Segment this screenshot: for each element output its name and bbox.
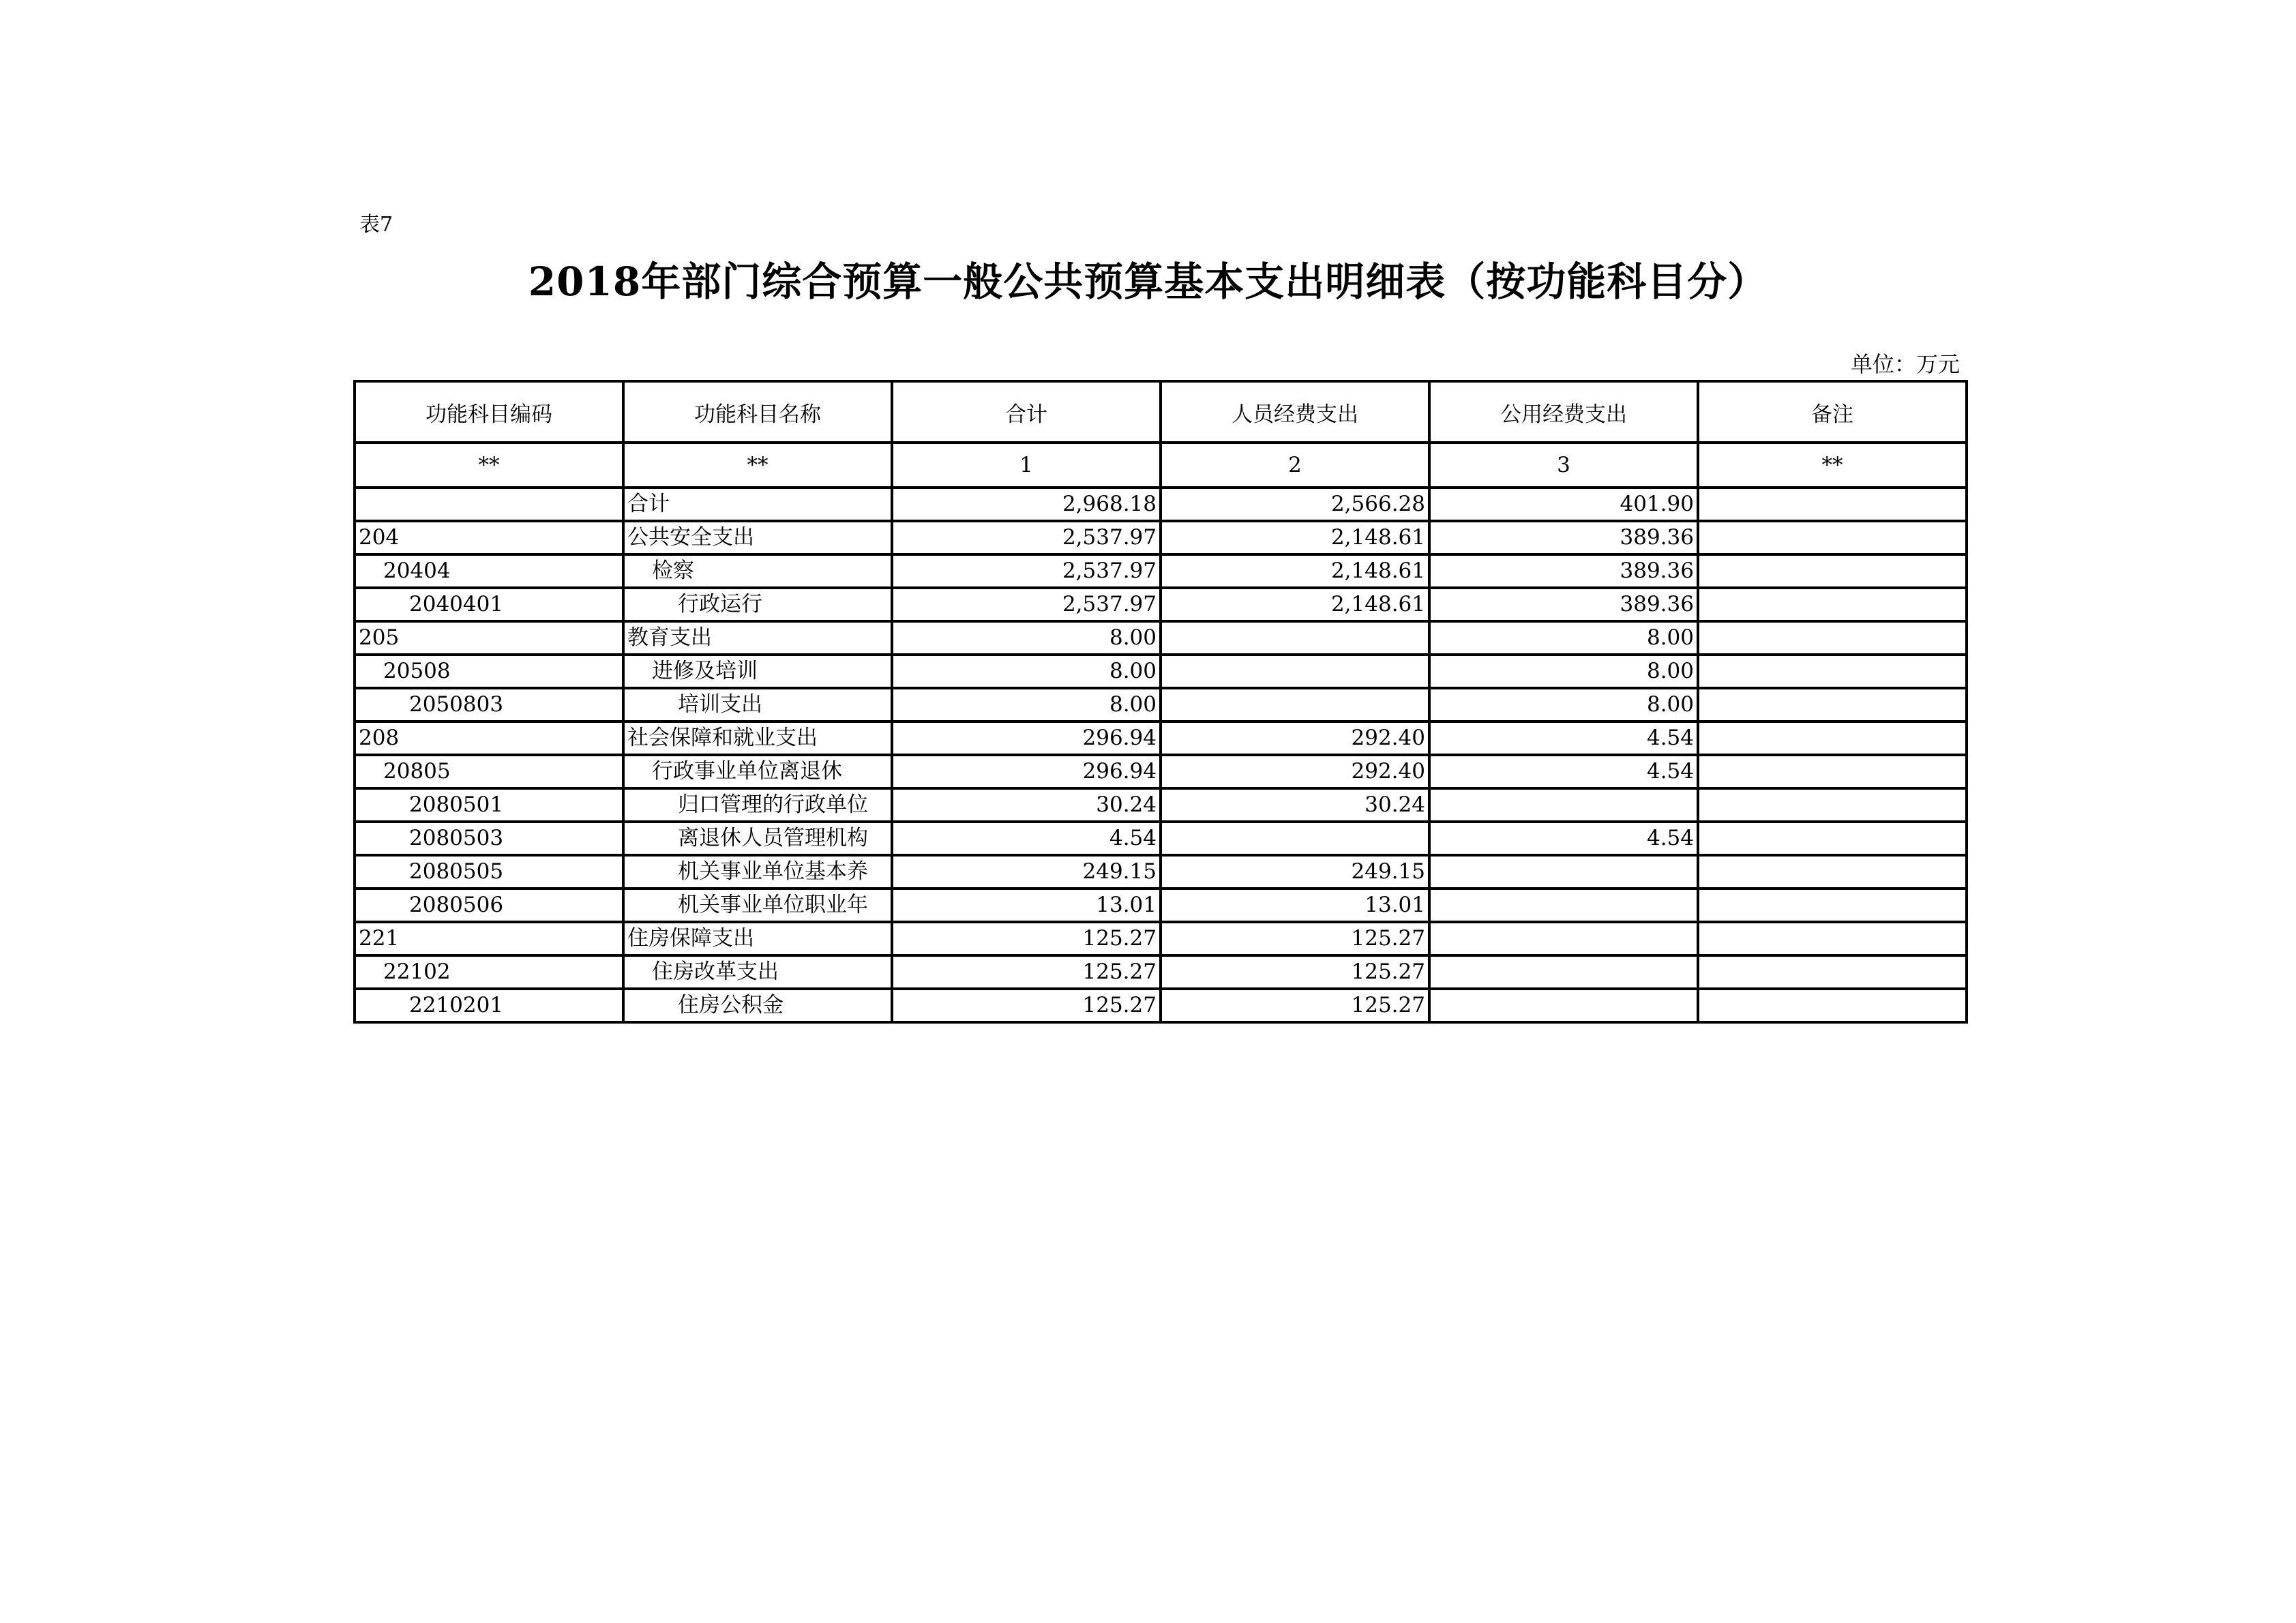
index-personnel: 2 xyxy=(1161,443,1429,488)
public-cell: 389.36 xyxy=(1429,554,1698,588)
public-cell xyxy=(1429,788,1698,822)
total-cell: 4.54 xyxy=(892,822,1161,855)
note-cell xyxy=(1698,755,1967,788)
public-cell: 4.54 xyxy=(1429,822,1698,855)
personnel-cell: 2,148.61 xyxy=(1161,521,1429,554)
personnel-cell: 292.40 xyxy=(1161,721,1429,755)
code-cell: 2210201 xyxy=(355,989,623,1022)
header-personnel: 人员经费支出 xyxy=(1161,381,1429,443)
code-cell: 20805 xyxy=(355,755,623,788)
public-cell xyxy=(1429,922,1698,955)
table-row xyxy=(355,922,1967,955)
code-cell: 2080501 xyxy=(355,788,623,822)
personnel-cell: 125.27 xyxy=(1161,955,1429,989)
index-row xyxy=(355,443,1967,488)
table-row xyxy=(355,655,1967,688)
table-row xyxy=(355,788,1967,822)
table-row xyxy=(355,688,1967,721)
code-cell: 20404 xyxy=(355,554,623,588)
table-row xyxy=(355,822,1967,855)
name-cell: 行政事业单位离退休 xyxy=(623,755,892,788)
public-cell: 4.54 xyxy=(1429,755,1698,788)
name-cell: 进修及培训 xyxy=(623,655,892,688)
note-cell xyxy=(1698,788,1967,822)
public-cell: 8.00 xyxy=(1429,621,1698,655)
public-cell: 8.00 xyxy=(1429,688,1698,721)
code-cell: 2050803 xyxy=(355,688,623,721)
personnel-cell: 125.27 xyxy=(1161,922,1429,955)
note-cell xyxy=(1698,521,1967,554)
personnel-cell: 2,566.28 xyxy=(1161,488,1429,521)
personnel-cell xyxy=(1161,655,1429,688)
total-cell: 30.24 xyxy=(892,788,1161,822)
name-cell: 住房公积金 xyxy=(623,989,892,1022)
table-row xyxy=(355,554,1967,588)
personnel-cell xyxy=(1161,688,1429,721)
total-cell: 125.27 xyxy=(892,955,1161,989)
personnel-cell xyxy=(1161,822,1429,855)
code-cell: 208 xyxy=(355,721,623,755)
personnel-cell: 2,148.61 xyxy=(1161,554,1429,588)
name-cell: 离退休人员管理机构 xyxy=(623,822,892,855)
index-total: 1 xyxy=(892,443,1161,488)
personnel-cell: 125.27 xyxy=(1161,989,1429,1022)
code-cell: 2080505 xyxy=(355,855,623,889)
total-cell: 2,968.18 xyxy=(892,488,1161,521)
header-note: 备注 xyxy=(1698,381,1967,443)
total-cell: 125.27 xyxy=(892,922,1161,955)
public-cell: 8.00 xyxy=(1429,655,1698,688)
note-cell xyxy=(1698,655,1967,688)
unit-label: 单位：万元 xyxy=(1850,351,1960,377)
public-cell: 401.90 xyxy=(1429,488,1698,521)
header-total: 合计 xyxy=(892,381,1161,443)
code-cell: 204 xyxy=(355,521,623,554)
total-cell: 249.15 xyxy=(892,855,1161,889)
table-row xyxy=(355,989,1967,1022)
name-cell: 住房保障支出 xyxy=(623,922,892,955)
note-cell xyxy=(1698,688,1967,721)
name-cell: 行政运行 xyxy=(623,588,892,621)
public-cell xyxy=(1429,955,1698,989)
total-cell: 8.00 xyxy=(892,621,1161,655)
name-cell: 住房改革支出 xyxy=(623,955,892,989)
code-cell: 221 xyxy=(355,922,623,955)
name-cell: 机关事业单位基本养 xyxy=(623,855,892,889)
header-name: 功能科目名称 xyxy=(623,381,892,443)
table-body xyxy=(355,488,1967,1022)
table-row xyxy=(355,521,1967,554)
table-row xyxy=(355,721,1967,755)
public-cell: 389.36 xyxy=(1429,521,1698,554)
personnel-cell: 249.15 xyxy=(1161,855,1429,889)
total-cell: 296.94 xyxy=(892,755,1161,788)
index-code: ** xyxy=(355,443,623,488)
name-cell: 教育支出 xyxy=(623,621,892,655)
code-cell: 2080503 xyxy=(355,822,623,855)
public-cell: 389.36 xyxy=(1429,588,1698,621)
personnel-cell: 2,148.61 xyxy=(1161,588,1429,621)
code-cell: 20508 xyxy=(355,655,623,688)
note-cell xyxy=(1698,588,1967,621)
header-public: 公用经费支出 xyxy=(1429,381,1698,443)
note-cell xyxy=(1698,621,1967,655)
total-cell: 125.27 xyxy=(892,989,1161,1022)
personnel-cell xyxy=(1161,621,1429,655)
code-cell: 2040401 xyxy=(355,588,623,621)
code-cell: 205 xyxy=(355,621,623,655)
total-cell: 296.94 xyxy=(892,721,1161,755)
name-cell: 社会保障和就业支出 xyxy=(623,721,892,755)
name-cell: 归口管理的行政单位 xyxy=(623,788,892,822)
budget-table xyxy=(353,380,1968,1024)
note-cell xyxy=(1698,955,1967,989)
table-row xyxy=(355,889,1967,922)
index-public: 3 xyxy=(1429,443,1698,488)
index-note: ** xyxy=(1698,443,1967,488)
note-cell xyxy=(1698,554,1967,588)
table-row xyxy=(355,588,1967,621)
name-cell: 机关事业单位职业年 xyxy=(623,889,892,922)
total-cell: 13.01 xyxy=(892,889,1161,922)
code-cell xyxy=(355,488,623,521)
table-row xyxy=(355,621,1967,655)
name-cell: 培训支出 xyxy=(623,688,892,721)
name-cell: 合计 xyxy=(623,488,892,521)
note-cell xyxy=(1698,488,1967,521)
total-cell: 2,537.97 xyxy=(892,521,1161,554)
total-cell: 8.00 xyxy=(892,688,1161,721)
total-cell: 2,537.97 xyxy=(892,554,1161,588)
note-cell xyxy=(1698,989,1967,1022)
name-cell: 检察 xyxy=(623,554,892,588)
personnel-cell: 292.40 xyxy=(1161,755,1429,788)
public-cell xyxy=(1429,889,1698,922)
total-cell: 2,537.97 xyxy=(892,588,1161,621)
table-row xyxy=(355,855,1967,889)
page-title: 2018年部门综合预算一般公共预算基本支出明细表（按功能科目分） xyxy=(528,258,1768,305)
personnel-cell: 13.01 xyxy=(1161,889,1429,922)
code-cell: 22102 xyxy=(355,955,623,989)
total-cell: 8.00 xyxy=(892,655,1161,688)
header-code: 功能科目编码 xyxy=(355,381,623,443)
name-cell: 公共安全支出 xyxy=(623,521,892,554)
note-cell xyxy=(1698,721,1967,755)
table-row xyxy=(355,488,1967,521)
public-cell: 4.54 xyxy=(1429,721,1698,755)
note-cell xyxy=(1698,822,1967,855)
table-row xyxy=(355,955,1967,989)
note-cell xyxy=(1698,855,1967,889)
table-label: 表7 xyxy=(359,213,393,237)
code-cell: 2080506 xyxy=(355,889,623,922)
index-name: ** xyxy=(623,443,892,488)
table-row xyxy=(355,755,1967,788)
public-cell xyxy=(1429,855,1698,889)
note-cell xyxy=(1698,922,1967,955)
note-cell xyxy=(1698,889,1967,922)
header-row xyxy=(355,381,1967,443)
public-cell xyxy=(1429,989,1698,1022)
personnel-cell: 30.24 xyxy=(1161,788,1429,822)
